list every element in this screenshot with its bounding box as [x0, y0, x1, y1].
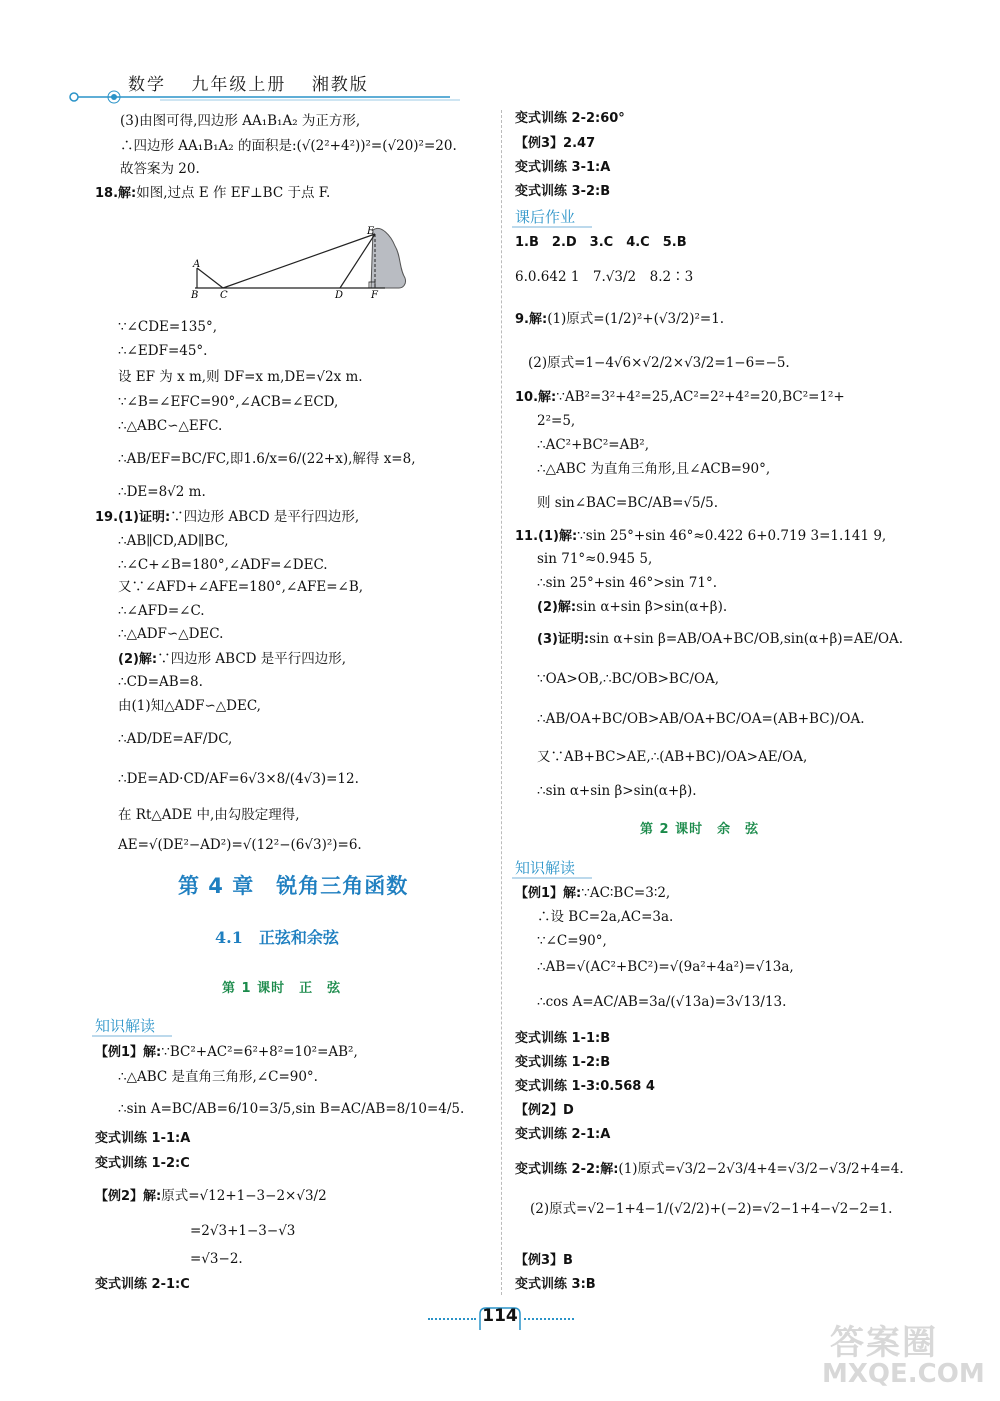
q9-line: [515, 310, 724, 329]
variant-1-1: 变式训练 1-1:A: [95, 1131, 191, 1146]
q18-l9: ∴△ABC∽△EFC.: [118, 418, 223, 434]
variant-1-2: 变式训练 1-2:C: [95, 1156, 190, 1171]
q10-text: ∵AB²=3²+4²=25,AC²=2²+4²=20,BC²=1²+: [556, 389, 845, 405]
q18-l7: 设 EF 为 x m,则 DF=x m,DE=√2x m.: [118, 369, 363, 385]
page-number: 114: [482, 1306, 518, 1326]
q18-l11: ∴DE=8√2 m.: [118, 484, 206, 500]
q10-line: [515, 388, 845, 407]
q18-l8: ∵∠B=∠EFC=90°,∠ACB=∠ECD,: [118, 394, 339, 410]
fig-label-c: C: [220, 290, 228, 300]
q10-l2: 2²=5,: [537, 413, 576, 429]
q9-text: (1)原式=(1/2)²+(√3/2)²=1.: [547, 311, 725, 327]
watermark-top: 答案圈: [830, 1323, 938, 1363]
q11-label: 11.(1)解:: [515, 529, 578, 544]
q11-l4: [537, 598, 727, 617]
e1-l3: ∵∠C=90°,: [537, 933, 607, 949]
e1-l4: ∴AB=√(AC²+BC²)=√(9a²+4a²)=√13a,: [537, 959, 794, 975]
q11-l5: [537, 630, 903, 649]
ex1-text: ∵BC²+AC²=6²+8²=10²=AB²,: [161, 1044, 358, 1060]
q17-line-2: ∴四边形 AA₁B₁A₂ 的面积是:(√(2²+4²))²=(√20)²=20.: [120, 138, 457, 154]
q11-l8: 又∵AB+BC>AE,∴(AB+BC)/OA>AE/OA,: [537, 749, 808, 765]
page-number-dots-left: [428, 1318, 476, 1320]
example-3: 【例3】2.47: [515, 136, 596, 151]
q10-label: 10.解:: [515, 390, 557, 405]
ex2-text: 原式=√12+1−3−2×√3/2: [161, 1188, 327, 1204]
q19-l14: ∴∠C+∠B=180°,∠ADF=∠DEC.: [118, 557, 328, 573]
q18-text: 如图,过点 E 作 EF⊥BC 于点 F.: [136, 185, 331, 201]
knowledge-heading-2: 知识解读: [515, 859, 576, 877]
column-divider: [501, 110, 502, 1295]
section-title: 4.1 正弦和余弦: [215, 928, 339, 947]
cos-variant-1-3: 变式训练 1-3:0.568 4: [515, 1079, 655, 1094]
header-rule: [60, 88, 460, 108]
cos-variant-1-2: 变式训练 1-2:B: [515, 1055, 611, 1070]
q11-part2-label: (2)解:: [537, 600, 577, 615]
variant-3-1: 变式训练 3-1:A: [515, 160, 611, 175]
q9-label: 9.解:: [515, 312, 548, 327]
ex1-line: [95, 1043, 358, 1062]
fig-label-f: F: [371, 290, 378, 300]
cos-example-2: 【例2】D: [515, 1103, 574, 1118]
q19-label: 19.(1)证明:: [95, 510, 171, 525]
cos-variant-2-1: 变式训练 2-1:A: [515, 1127, 611, 1142]
header-edition: 湘教版: [311, 75, 369, 95]
q18-figure: [185, 222, 415, 300]
q19-part2-label: (2)解:: [118, 652, 158, 667]
q10-l5: 则 sin∠BAC=BC/AB=√5/5.: [537, 495, 719, 511]
q19-l22: ∴DE=AD·CD/AF=6√3×8/(4√3)=12.: [118, 771, 359, 787]
lesson-title: 第 1 课时 正 弦: [222, 981, 342, 996]
q19-text: ∵四边形 ABCD 是平行四边形,: [170, 509, 360, 525]
cos-variant-2-2: [515, 1160, 904, 1179]
chapter-title: 第 4 章 锐角三角函数: [178, 874, 409, 898]
e1-l5: ∴cos A=AC/AB=3a/(√13a)=3√13/13.: [537, 994, 787, 1010]
answers-6-8: 6.0.642 1 7.√3/2 8.2∶3: [515, 269, 694, 285]
q11-part3-text: sin α+sin β=AB/OA+BC/OB,sin(α+β)=AE/OA.: [589, 631, 904, 647]
q19-part2-text: ∵四边形 ABCD 是平行四边形,: [157, 651, 347, 667]
header-subject: 数学: [128, 75, 166, 95]
cos-example-3: 【例3】B: [515, 1253, 573, 1268]
q18-l10: ∴AB/EF=BC/FC,即1.6/x=6/(22+x),解得 x=8,: [118, 451, 416, 467]
fig-label-a: A: [193, 259, 201, 270]
cos-variant-2-2-text: (1)原式=√3/2−2√3/4+4=√3/2−√3/2+4=4.: [618, 1161, 904, 1177]
q11-text: ∵sin 25°+sin 46°≈0.422 6+0.719 3=1.141 9,: [577, 528, 887, 544]
ex2-label: 【例2】解:: [95, 1189, 162, 1204]
page-number-dots-right: [524, 1318, 574, 1320]
q19-l15: 又∵∠AFD+∠AFE=180°,∠AFE=∠B,: [118, 579, 364, 595]
lesson2-title: 第 2 课时 余 弦: [640, 822, 760, 837]
cos-variant-1-1: 变式训练 1-1:B: [515, 1031, 611, 1046]
q19-l18: [118, 650, 346, 669]
knowledge-underline-2: [512, 877, 592, 879]
variant-2-2: 变式训练 2-2:60°: [515, 111, 625, 126]
q11-l6: ∵OA>OB,∴BC/OB>BC/OA,: [537, 671, 720, 687]
q18-l5: ∵∠CDE=135°,: [118, 319, 218, 335]
q18-l6: ∴∠EDF=45°.: [118, 343, 208, 359]
q19-l13: ∴AB∥CD,AD∥BC,: [118, 533, 229, 549]
q19-l17: ∴△ADF∽△DEC.: [118, 626, 224, 642]
e1-line: [515, 884, 670, 903]
q17-line-1: (3)由图可得,四边形 AA₁B₁A₂ 为正方形,: [120, 113, 361, 129]
variant-3-2: 变式训练 3-2:B: [515, 184, 611, 199]
cos-variant-3: 变式训练 3:B: [515, 1277, 596, 1292]
q10-l4: ∴△ABC 为直角三角形,且∠ACB=90°,: [537, 461, 771, 477]
homework-heading: 课后作业: [515, 208, 576, 226]
e1-l2: ∴设 BC=2a,AC=3a.: [537, 909, 674, 925]
q11-l3: ∴sin 25°+sin 46°>sin 71°.: [537, 575, 717, 591]
cos-variant-2-2-label: 变式训练 2-2:解:: [515, 1162, 619, 1177]
watermark-bottom: MXQE.COM: [822, 1359, 985, 1389]
q11-l7: ∴AB/OA+BC/OB>AB/OA+BC/OA=(AB+BC)/OA.: [537, 711, 865, 727]
q11-line: [515, 527, 886, 546]
e1-label: 【例1】解:: [515, 886, 582, 901]
q10-l3: ∴AC²+BC²=AB²,: [537, 437, 649, 453]
knowledge-underline: [92, 1035, 172, 1037]
q19-l23: 在 Rt△ADE 中,由勾股定理得,: [118, 807, 300, 823]
ex1-line-2: ∴△ABC 是直角三角形,∠C=90°.: [118, 1069, 318, 1085]
ex2-line: [95, 1187, 327, 1206]
q19-l19: ∴CD=AB=8.: [118, 674, 203, 690]
ex2-line-3: =√3−2.: [190, 1251, 243, 1267]
q11-l9: ∴sin α+sin β>sin(α+β).: [537, 783, 697, 799]
header-grade: 九年级上册: [191, 75, 287, 95]
q19-l16: ∴∠AFD=∠C.: [118, 603, 205, 619]
q17-line-3: 故答案为 20.: [120, 161, 200, 177]
watermark: [820, 1315, 985, 1390]
q19-l24: AE=√(DE²−AD²)=√(12²−(6√3)²)=6.: [118, 837, 362, 853]
q18-line: [95, 184, 330, 203]
q9-part2: (2)原式=1−4√6×√2/2×√3/2=1−6=−5.: [528, 355, 790, 371]
q19-l21: ∴AD/DE=AF/DC,: [118, 731, 233, 747]
e1-text: ∵AC∶BC=3∶2,: [581, 885, 671, 901]
knowledge-heading: 知识解读: [95, 1017, 156, 1035]
q11-l2: sin 71°≈0.945 5,: [537, 551, 653, 567]
ex2-line-2: =2√3+1−3−√3: [190, 1223, 296, 1239]
homework-underline: [512, 226, 592, 228]
q19-line: [95, 508, 359, 527]
q11-part3-label: (3)证明:: [537, 632, 590, 647]
ex1-line-3: ∴sin A=BC/AB=6/10=3/5,sin B=AC/AB=8/10=4/5.: [118, 1101, 465, 1117]
q19-l20: 由(1)知△ADF∽△DEC,: [118, 698, 261, 714]
q11-part2-text: sin α+sin β>sin(α+β).: [576, 599, 728, 615]
fig-label-d: D: [335, 290, 344, 300]
fig-label-e: E: [367, 226, 375, 237]
fig-label-b: B: [191, 290, 199, 300]
ex1-label: 【例1】解:: [95, 1045, 162, 1060]
variant-2-1: 变式训练 2-1:C: [95, 1277, 190, 1292]
answers-1-5: 1.B 2.D 3.C 4.C 5.B: [515, 235, 687, 250]
cos-variant-2-2-part2: (2)原式=√2−1+4−1/(√2/2)+(−2)=√2−1+4−√2−2=1.: [530, 1201, 893, 1217]
q18-label: 18.解:: [95, 186, 137, 201]
